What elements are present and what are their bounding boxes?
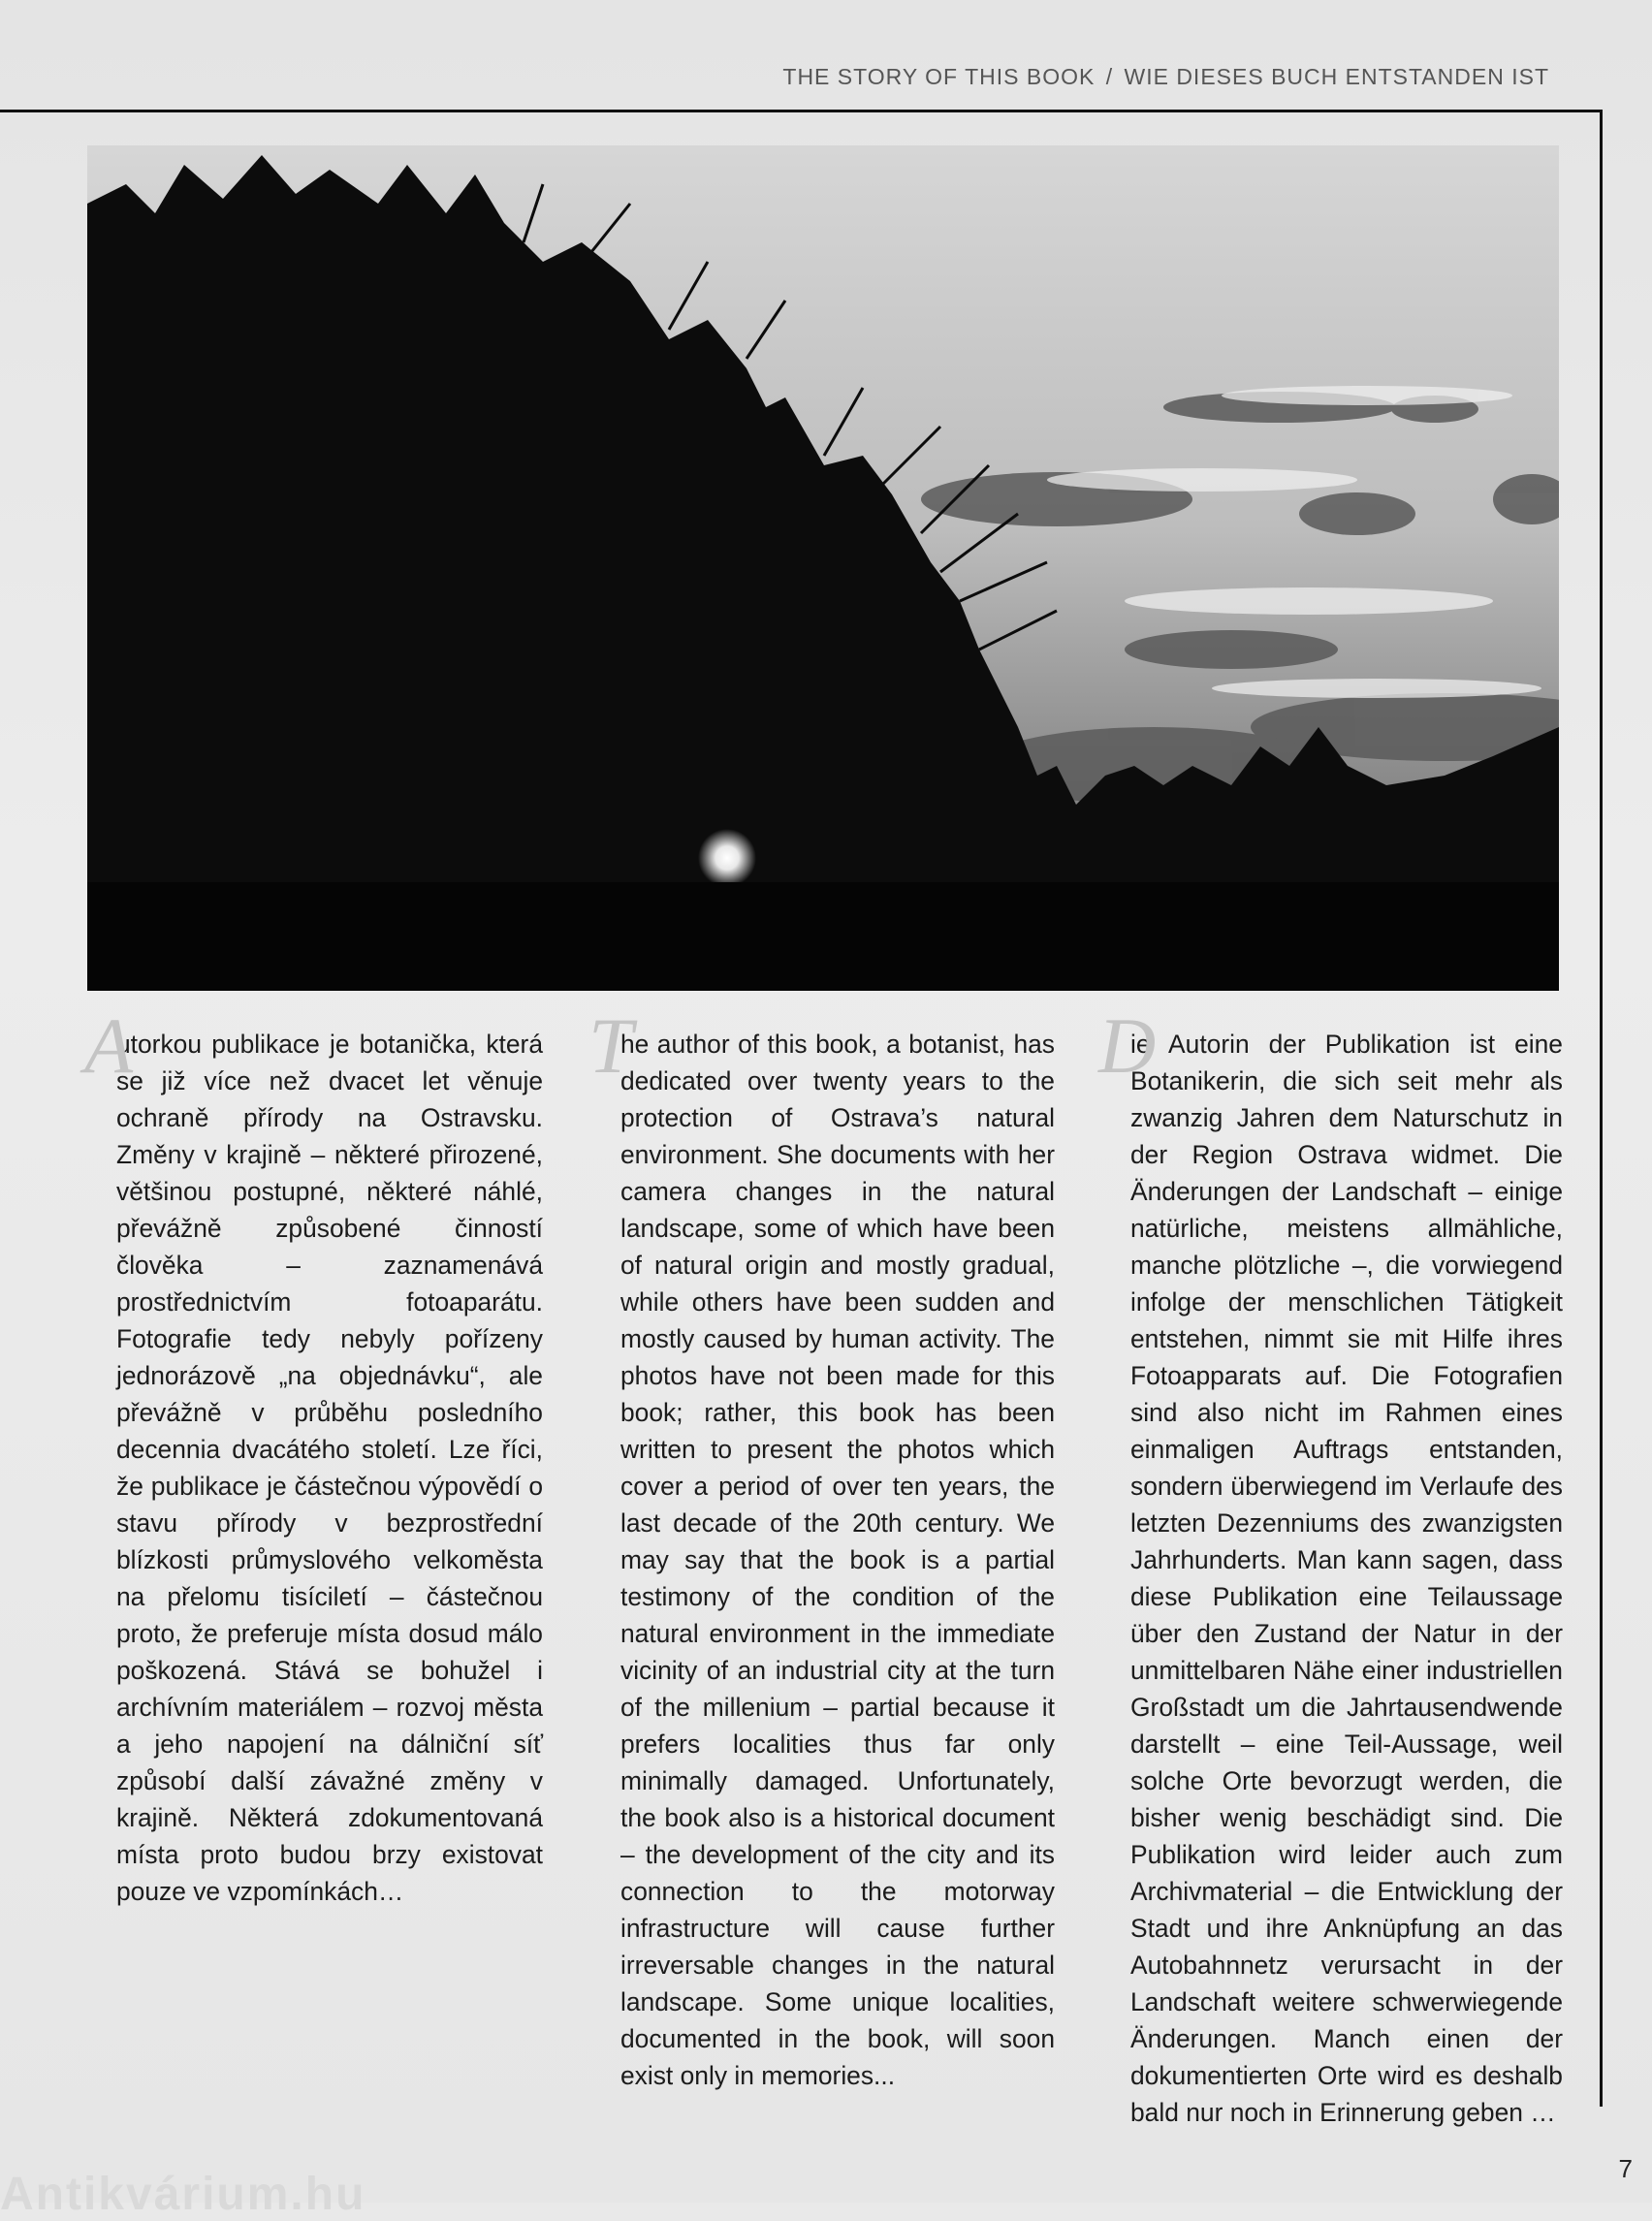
english-paragraph: he author of this book, a botanist, has dedicated over twenty years to the protection of Ostrava’s natural environment. She documents with her camera changes in the natural landscape, some of which have been of natural origin and mostly gradual, while others have been sudden and mostly caused by human activity. The photos have not been made for this book; rather, this book has been written to present the photos which cover a period of over ten years, the last decade of the 20th century. We may say that the book is a partial testimony of the condition of the natural environment in the immediate vicinity of an industrial city at the turn of the millenium – partial because it prefers localities thus far only minimally damaged. Unfortunately, the book also is a historical document – the development of the city and its connection to the motorway infrastructure will cause further irreversable changes in the natural landscape. Some unique localities, documented in the book, will soon exist only in memories... bbox=[620, 1030, 1055, 2090]
header-german-title: WIE DIESES BUCH ENTSTANDEN IST bbox=[1124, 64, 1549, 89]
german-paragraph: ie Autorin der Publikation ist eine Botanikerin, die sich seit mehr als zwanzig Jahren dem Naturschutz in der Region Ostrava widmet. Die Änderungen der Landschaft – einige natürliche, meistens allmähliche, manche plötzliche –, die vorwiegend infolge der menschlichen Tätigkeit entstehen, nimmt sie mit Hilfe ihres Fotoapparats auf. Die Fotografien sind also nicht im Rahmen eines einmaligen Auftrags entstanden, sondern überwiegend im Verlaufe des letzten Dezenniums des zwanzigsten Jahrhunderts. Man kann sagen, dass diese Publikation eine Teilaussage über den Zustand der Natur in der unmittelbaren Nähe einer industriellen Großstadt um die Jahrtausendwende darstellt – eine Teil-Aussage, weil solche Orte bevorzugt werden, die bisher wenig beschädigt sind. Die Publikation wird leider auch zum Archivmaterial – die Entwicklung der Stadt und ihre Anknüpfung an das Autobahnnetz verursacht in der Landschaft weitere schwerwiegende Änderungen. Manch einen der dokumentierten Orte wird es deshalb bald nur noch in Erinnerung geben … bbox=[1130, 1030, 1563, 2127]
english-initial: T bbox=[588, 1001, 633, 1090]
photo-illustration bbox=[87, 145, 1559, 991]
english-text-column bbox=[588, 1001, 1055, 2094]
czech-initial: A bbox=[84, 1001, 134, 1090]
right-frame-rule bbox=[1600, 110, 1603, 2107]
german-initial: D bbox=[1098, 1001, 1157, 1090]
running-header bbox=[782, 64, 1549, 90]
german-text-column bbox=[1098, 1001, 1563, 2131]
header-separator: / bbox=[1105, 64, 1114, 89]
page-number: 7 bbox=[1618, 2154, 1633, 2183]
top-frame-rule bbox=[0, 110, 1602, 112]
czech-paragraph: utorkou publikace je botanička, která se již více než dvacet let věnuje ochraně přírody na Ostravsku. Změny v krajině – některé přirozené, většinou postupné, některé náhlé, převážně způsobené činností člověka – zaznamenává prostřednictvím fotoaparátu. Fotografie tedy nebyly pořízeny jednorázově „na objednávku“, ale převážně v průběhu posledního decennia dvacátého století. Lze říci, že publikace je částečnou výpovědí o stavu přírody v bezprostřední blízkosti průmyslového velkoměsta na přelomu tisíciletí – částečnou proto, že preferuje místa dosud málo poškozená. Stává se bohužel i archívním materiálem – rozvoj města a jeho napojení na dálniční síť způsobí další závažné změny v krajině. Některá zdokumentovaná místa proto budou brzy existovat pouze ve vzpomínkách… bbox=[116, 1030, 543, 1906]
czech-text-column bbox=[84, 1001, 543, 1910]
sunset-silhouette-photo bbox=[87, 145, 1559, 991]
watermark-text: Antikvárium.hu bbox=[0, 2169, 366, 2220]
header-english-title: THE STORY OF THIS BOOK bbox=[782, 64, 1096, 89]
